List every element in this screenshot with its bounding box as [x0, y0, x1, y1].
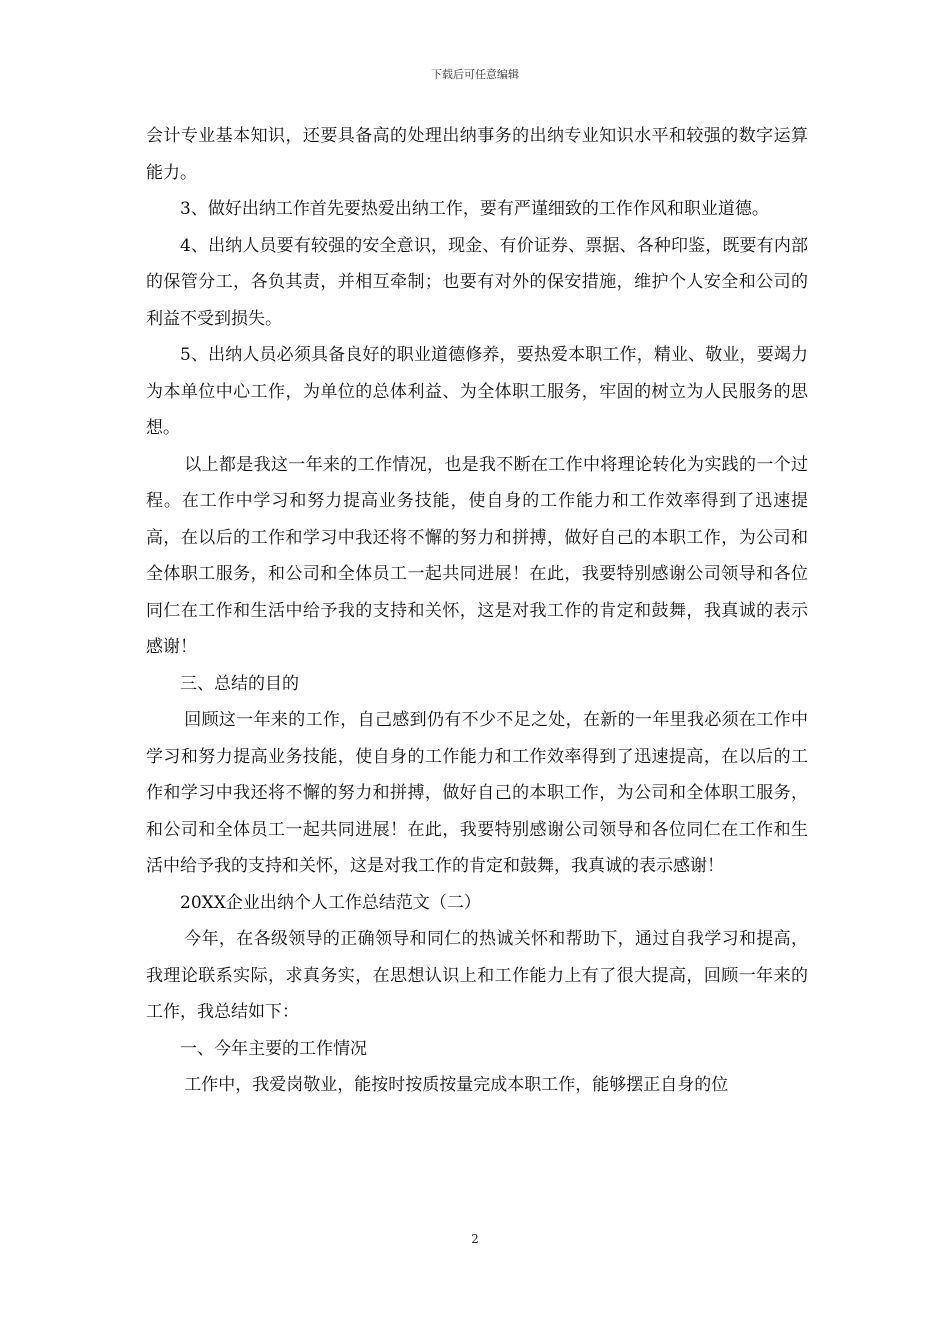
document-body [146, 118, 808, 1104]
section-heading-work: 一、今年主要的工作情况 [180, 1038, 367, 1059]
document-subtitle: 20XX企业出纳个人工作总结范文（二） [180, 892, 481, 913]
paragraph-item-4: 4、出纳人员要有较强的安全意识，现金、有价证券、票据、各种印鉴，既要有内部的保管分工，各负其责，并相互牵制；也要有对外的保安措施，维护个人安全和公司的利益不受到损失。 [146, 235, 808, 329]
paragraph-item-3: 3、做好出纳工作首先要热爱出纳工作，要有严谨细致的工作作风和职业道德。 [180, 199, 769, 219]
page-number: 2 [471, 1232, 479, 1246]
paragraph-item-5: 5、出纳人员必须具备良好的职业道德修养，要热爱本职工作，精业、敬业，要竭力为本单位中心工作，为单位的总体利益、为全体职工服务，牢固的树立为人民服务的思想。 [146, 345, 808, 438]
paragraph-work: 工作中，我爱岗敬业，能按时按质按量完成本职工作，能够摆正自身的位 [184, 1075, 729, 1095]
page-header: 下载后可任意编辑 [431, 68, 519, 81]
paragraph-review: 回顾这一年来的工作，自己感到仍有不少不足之处，在新的一年里我必须在工作中学习和努力提高业务技能，使自身的工作能力和工作效率得到了迅速提高，在以后的工作和学习中我还将不懈的努力和拼搏，做好自己的本职工作，为公司和全体职工服务，和公司和全体员工一起共同进展！在此，我要特别感谢公司领导和各位同仁在工作和生活中给予我的支持和关怀，这是对我工作的肯定和鼓舞，我真诚的表示感谢！ [146, 710, 808, 876]
paragraph-intro: 今年，在各级领导的正确领导和同仁的热诚关怀和帮助下，通过自我学习和提高，我理论联系实际，求真务实，在思想认识上和工作能力上有了很大提高，回顾一年来的工作，我总结如下： [146, 929, 808, 1022]
section-heading-purpose: 三、总结的目的 [180, 673, 299, 694]
paragraph-continuation: 会计专业基本知识，还要具备高的处理出纳事务的出纳专业知识水平和较强的数字运算能力。 [146, 126, 808, 183]
paragraph-summary: 以上都是我这一年来的工作情况，也是我不断在工作中将理论转化为实践的一个过程。在工作中学习和努力提高业务技能，使自身的工作能力和工作效率得到了迅速提高，在以后的工作和学习中我还将不懈的努力和拼搏，做好自己的本职工作，为公司和全体职工服务，和公司和全体员工一起共同进展！在此，我要特别感谢公司领导和各位同仁在工作和生活中给予我的支持和关怀，这是对我工作的肯定和鼓舞，我真诚的表示感谢！ [146, 454, 808, 657]
